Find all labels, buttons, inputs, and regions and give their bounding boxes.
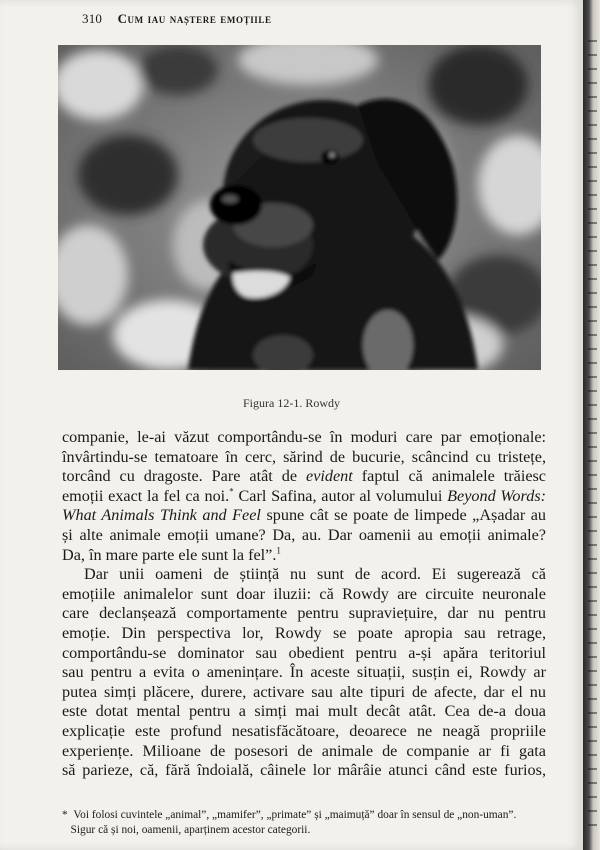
text-line: Dar unii oameni de știință nu sunt de acord. Ei sugerează că <box>84 565 546 584</box>
emphasis: evident <box>306 467 353 486</box>
text-line: care declanșează comportamente pentru supraviețuire, dar nu pentru <box>62 604 546 623</box>
body-text <box>62 428 546 781</box>
text-line: torcând cu dragoste. Pare atât de evident faptul că animalele trăiesc <box>62 467 546 486</box>
text-line: emoțiile animalelor sunt doar iluzii: că Rowdy are circuite neuronale <box>62 584 546 603</box>
text-line: sau pentru a evita o amenințare. În aceste situații, susțin ei, Rowdy ar <box>62 663 546 682</box>
book-title: Beyond Words: <box>447 486 547 505</box>
text-line: companie, le-ai văzut comportându-se în moduri care par emoționale: <box>62 428 546 446</box>
footnote <box>62 808 562 838</box>
text-line: să parieze, că, fără îndoială, câinele lor mârâie atunci când este furios, <box>62 761 546 780</box>
dog-photo <box>58 45 541 370</box>
text-line: Da, în mare parte ele sunt la fel”.$^1$ <box>62 545 281 564</box>
text-line: explicație este profund nesatisfăcătoare, deoarece ne neagă propriile <box>62 721 546 740</box>
text-line: What Animals Think and Feel spune cât se poate de limpede „Așadar au <box>62 506 547 525</box>
text-line: învârtindu-se tematoare în cerc, sărind de bucurie, scâncind cu tristețe, <box>62 447 546 466</box>
book-title: What Animals Think and Feel <box>62 506 261 525</box>
figure-caption: Figura 12-1. Rowdy <box>243 396 340 410</box>
footnote-line: Sigur că și noi, oamenii, aparținem acestor categorii. <box>70 824 311 836</box>
page-header <box>82 11 272 27</box>
text-line: experiențe. Milioane de posesori de animale de companie ar fi gata <box>62 741 546 760</box>
footnote-mark: * <box>62 809 68 821</box>
footnote-marker: * <box>229 486 234 497</box>
text-line: este dotat mental pentru a simți mai mult decât atât. Cea de-a doua <box>62 702 546 721</box>
next-page-edge <box>588 40 600 840</box>
running-title: Cum iau naștere emoțiile <box>117 11 272 26</box>
text-line: emoție. Din perspectiva lor, Rowdy se poate apropia sau retrage, <box>62 623 546 642</box>
page-number: 310 <box>82 11 103 26</box>
endnote-marker: 1 <box>276 545 281 556</box>
text-line: putea simți plăcere, durere, activare sau alte tipuri de afecte, dar el nu <box>62 682 546 701</box>
text-line: emoții exact la fel ca noi.* Carl Safina, autor al volumului Beyond Words: <box>62 486 547 505</box>
footnote-line: * Voi folosi cuvintele „animal”, „mamifer”, „primate” și „maimuță” doar în sensul de „non-uman”. <box>62 809 517 821</box>
text-line: comportându-se dominator sau obedient pentru a-și apăra teritoriul <box>62 643 546 662</box>
text-line: și alte animale emoții umane? Da, au. Dar oamenii au emoții animale? <box>62 525 546 544</box>
